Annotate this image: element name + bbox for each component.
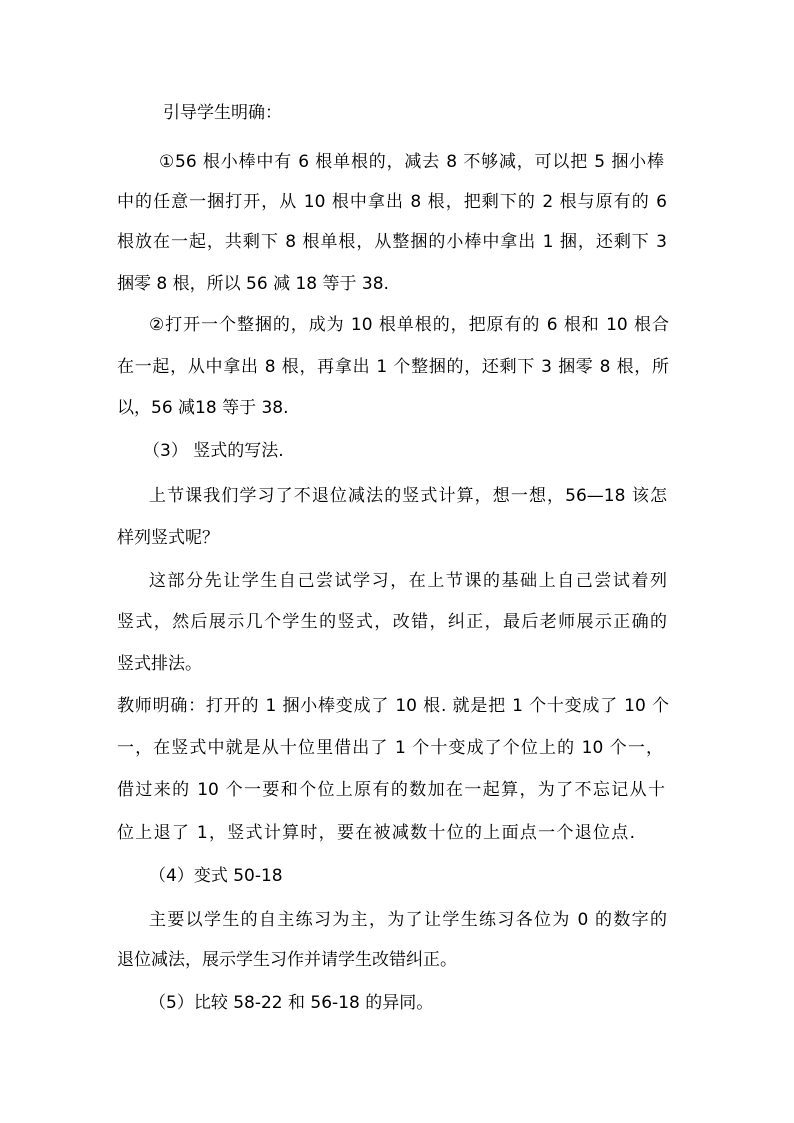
section-heading-3: （3） 竖式的写法. — [143, 441, 284, 461]
text-line-section-3-d: 竖式，然后展示几个学生的竖式，改错，纠正，最后老师展示正确的 — [117, 612, 667, 632]
text-line-method-1-c: 根放在一起，共剩下 8 根单根，从整捆的小棒中拿出 1 捆，还剩下 3 — [117, 232, 667, 252]
section-heading-5: （5）比较 58-22 和 56-18 的异同。 — [149, 993, 434, 1013]
text-line-method-2-a: ②打开一个整捆的，成为 10 根单根的，把原有的 6 根和 10 根合 — [149, 315, 669, 335]
text-line-method-1-a: ①56 根小棒中有 6 根单根的，减去 8 不够减，可以把 5 捆小棒 — [159, 152, 664, 172]
text-line-teacher-a: 教师明确：打开的 1 捆小棒变成了 10 根. 就是把 1 个十变成了 10 个 — [117, 696, 669, 716]
text-line-method-2-c: 以，56 减18 等于 38. — [117, 398, 289, 418]
text-line-method-1-d: 捆零 8 根，所以 56 减 18 等于 38. — [117, 274, 389, 294]
text-line-guide-heading: 引导学生明确： — [163, 103, 282, 123]
text-line-method-2-b: 在一起，从中拿出 8 根，再拿出 1 个整捆的，还剩下 3 捆零 8 根，所 — [117, 357, 669, 377]
text-line-section-3-c: 这部分先让学生自己尝试学习，在上节课的基础上自己尝试着列 — [149, 571, 667, 591]
text-line-section-3-a: 上节课我们学习了不退位减法的竖式计算，想一想，56—18 该怎 — [149, 486, 667, 506]
text-line-method-1-b: 中的任意一捆打开，从 10 根中拿出 8 根，把剩下的 2 根与原有的 6 — [117, 192, 667, 212]
text-line-section-4-a: 主要以学生的自主练习为主，为了让学生练习各位为 0 的数字的 — [149, 910, 667, 930]
text-line-section-3-b: 样列竖式呢？ — [117, 528, 219, 548]
text-line-section-4-b: 退位减法，展示学生习作并请学生改错纠正。 — [117, 950, 457, 970]
section-heading-4: （4）变式 50-18 — [149, 866, 283, 886]
text-line-teacher-b: 一，在竖式中就是从十位里借出了 1 个十变成了个位上的 10 个一， — [117, 738, 663, 758]
text-line-section-3-e: 竖式排法。 — [117, 654, 202, 674]
text-line-teacher-d: 位上退了 1，竖式计算时，要在被减数十位的上面点一个退位点. — [117, 823, 635, 843]
text-line-teacher-c: 借过来的 10 个一要和个位上原有的数加在一起算，为了不忘记从十 — [117, 780, 665, 800]
